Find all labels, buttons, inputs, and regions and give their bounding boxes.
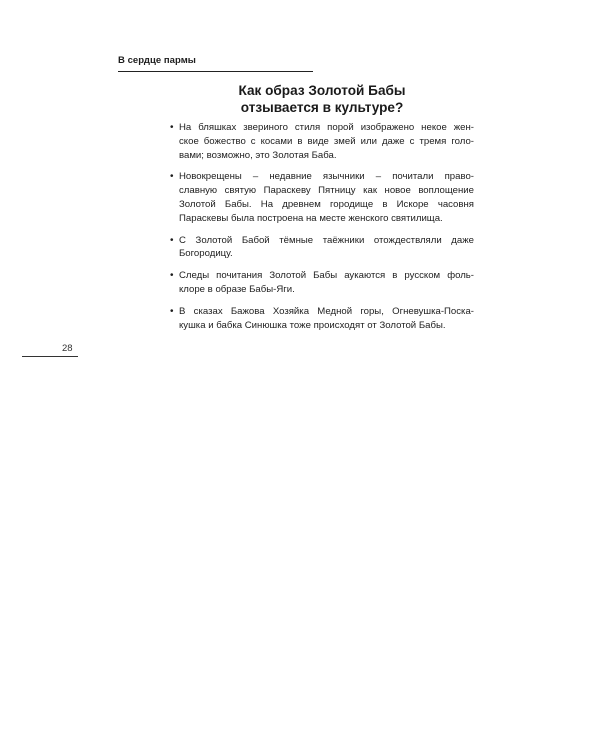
bullet-item <box>170 234 474 262</box>
bullet-text-line: Параскевы была построена на месте женского святилища. <box>179 212 443 224</box>
bullet-point-icon: • <box>170 305 174 317</box>
bullet-item <box>170 305 474 333</box>
bullet-text-line: Следы почитания Золотой Бабы аукаются в русском фоль- <box>179 270 474 282</box>
bullet-text-line: клоре в образе Бабы-Яги. <box>179 283 295 295</box>
bullet-point-icon: • <box>170 270 174 282</box>
page-content <box>170 82 474 340</box>
bullet-point-icon: • <box>170 171 174 183</box>
bullet-text-line: С Золотой Бабой тёмные таёжники отождествляли даже <box>179 234 474 246</box>
bullet-text-line: На бляшках звериного стиля порой изображено некое жен- <box>179 122 474 133</box>
page-number-rule <box>22 356 78 357</box>
bullet-text-line: Новокрещены – недавние язычники – почитали право- <box>179 171 474 183</box>
bullet-item <box>170 269 474 297</box>
bullet-text-line: Богородицу. <box>179 248 233 260</box>
bullet-text-line: Золотой Бабы. На древнем городище в Искоре часовня <box>179 198 474 210</box>
bullet-text-line: вами; возможно, это Золотая Баба. <box>179 149 337 161</box>
section-heading <box>170 82 474 116</box>
bullet-text-line: кушка и бабка Синюшка тоже происходят от Золотой Бабы. <box>179 319 446 331</box>
page-number: 28 <box>62 343 73 354</box>
running-head: В сердце пармы <box>118 55 313 72</box>
bullet-point-icon: • <box>170 234 174 246</box>
bullet-text-line: ское божество с косами в виде змей или даже с тремя голо- <box>179 135 474 147</box>
section-heading-line-2: отзывается в культуре? <box>240 100 404 115</box>
section-heading-line-1: Как образ Золотой Бабы <box>238 83 406 98</box>
bullet-list <box>170 121 474 332</box>
bullet-item <box>170 121 474 162</box>
bullet-item <box>170 170 474 225</box>
bullet-text-line: славную святую Параскеву Пятницу как новое воплощение <box>179 185 474 197</box>
bullet-text-line: В сказах Бажова Хозяйка Медной горы, Огневушка-Поска- <box>179 305 474 317</box>
bullet-point-icon: • <box>170 122 174 133</box>
